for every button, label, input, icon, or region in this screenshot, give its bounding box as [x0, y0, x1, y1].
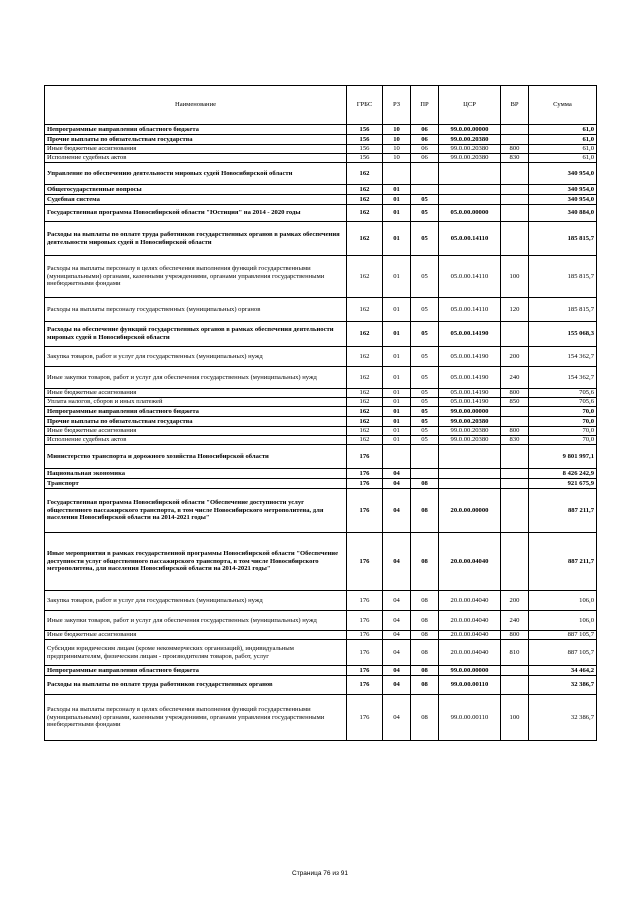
cell-grbs: 162	[347, 347, 383, 367]
cell-rz: 01	[383, 298, 411, 322]
table-row	[45, 367, 597, 389]
cell-pr: 05	[411, 322, 439, 347]
cell-sum: 887 211,7	[529, 489, 597, 533]
cell-sum: 705,6	[529, 389, 597, 398]
cell-vr: 120	[501, 298, 529, 322]
cell-rz: 04	[383, 631, 411, 640]
cell-name: Управление по обеспечению деятельности мировых судей Новосибирской области	[45, 163, 347, 185]
cell-rz: 01	[383, 205, 411, 222]
header-rz: РЗ	[383, 86, 411, 125]
cell-pr: 06	[411, 145, 439, 154]
budget-table	[44, 85, 597, 741]
cell-vr	[501, 469, 529, 479]
cell-name: Непрограммные направления областного бюджета	[45, 125, 347, 135]
cell-pr: 06	[411, 135, 439, 145]
cell-name: Прочие выплаты по обязательствам государства	[45, 135, 347, 145]
cell-pr: 05	[411, 298, 439, 322]
cell-grbs: 176	[347, 640, 383, 666]
cell-csr: 05.0.00.14190	[439, 322, 501, 347]
table-row	[45, 154, 597, 163]
table-row	[45, 389, 597, 398]
cell-rz: 01	[383, 407, 411, 417]
cell-grbs: 176	[347, 676, 383, 695]
cell-name: Расходы на выплаты по оплате труда работников государственных органов в рамках обеспечения деятельности мировых судей в Новосибирской области	[45, 222, 347, 256]
cell-rz: 04	[383, 640, 411, 666]
cell-grbs: 176	[347, 533, 383, 591]
cell-sum: 887 211,7	[529, 533, 597, 591]
cell-sum: 70,0	[529, 427, 597, 436]
cell-name: Расходы на выплаты персоналу государственных (муниципальных) органов	[45, 298, 347, 322]
cell-vr: 200	[501, 591, 529, 611]
cell-sum: 70,0	[529, 436, 597, 445]
cell-pr: 08	[411, 666, 439, 676]
table-row	[45, 489, 597, 533]
cell-vr	[501, 666, 529, 676]
cell-pr: 05	[411, 205, 439, 222]
cell-vr	[501, 322, 529, 347]
cell-csr: 20.0.00.04040	[439, 631, 501, 640]
table-row	[45, 533, 597, 591]
cell-rz: 01	[383, 185, 411, 195]
cell-vr: 800	[501, 389, 529, 398]
cell-name: Государственная программа Новосибирской области "Юстиция" на 2014 - 2020 годы	[45, 205, 347, 222]
cell-grbs: 156	[347, 154, 383, 163]
table-row	[45, 611, 597, 631]
cell-csr: 20.0.00.04040	[439, 591, 501, 611]
cell-vr	[501, 125, 529, 135]
cell-rz: 04	[383, 666, 411, 676]
cell-sum: 32 386,7	[529, 695, 597, 741]
cell-csr: 99.0.00.20380	[439, 154, 501, 163]
table-row	[45, 398, 597, 407]
cell-csr: 99.0.00.20380	[439, 135, 501, 145]
table-row	[45, 666, 597, 676]
cell-rz: 01	[383, 256, 411, 298]
cell-csr	[439, 479, 501, 489]
cell-name: Непрограммные направления областного бюджета	[45, 666, 347, 676]
cell-vr	[501, 407, 529, 417]
cell-name: Расходы на выплаты персоналу в целях обеспечения выполнения функций государственными (муниципальными) органами, казенными учреждениями, органами управления государственными внебюджетными фондами	[45, 695, 347, 741]
cell-pr: 05	[411, 222, 439, 256]
cell-name: Иные мероприятия в рамках государственной программы Новосибирской области "Обеспечение доступности услуг общественного пассажирского транспорта, в том числе Новосибирского метрополитена, для населения Новосибирской области на 2014-2021 годы"	[45, 533, 347, 591]
cell-csr: 99.0.00.00000	[439, 125, 501, 135]
cell-rz: 01	[383, 222, 411, 256]
cell-grbs: 176	[347, 479, 383, 489]
cell-csr: 20.0.00.04040	[439, 640, 501, 666]
cell-vr: 800	[501, 631, 529, 640]
cell-csr: 99.0.00.00000	[439, 407, 501, 417]
cell-sum: 340 954,0	[529, 163, 597, 185]
table-row	[45, 469, 597, 479]
table-header-row	[45, 86, 597, 125]
cell-rz: 01	[383, 436, 411, 445]
cell-csr: 20.0.00.04040	[439, 611, 501, 631]
cell-csr: 05.0.00.14110	[439, 298, 501, 322]
cell-name: Транспорт	[45, 479, 347, 489]
cell-sum: 340 884,0	[529, 205, 597, 222]
cell-rz: 01	[383, 417, 411, 427]
table-row	[45, 322, 597, 347]
cell-name: Общегосударственные вопросы	[45, 185, 347, 195]
cell-csr: 99.0.00.00000	[439, 666, 501, 676]
cell-pr: 05	[411, 389, 439, 398]
cell-name: Расходы на обеспечение функций государственных органов в рамках обеспечения деятельности мировых судей в Новосибирской области	[45, 322, 347, 347]
cell-grbs: 176	[347, 445, 383, 469]
table-row	[45, 631, 597, 640]
cell-grbs: 162	[347, 407, 383, 417]
cell-vr: 800	[501, 427, 529, 436]
cell-grbs: 162	[347, 222, 383, 256]
cell-name: Министерство транспорта и дорожного хозяйства Новосибирской области	[45, 445, 347, 469]
cell-name: Национальная экономика	[45, 469, 347, 479]
cell-sum: 155 068,3	[529, 322, 597, 347]
cell-pr: 08	[411, 640, 439, 666]
cell-grbs: 176	[347, 489, 383, 533]
cell-rz: 10	[383, 154, 411, 163]
cell-name: Иные бюджетные ассигнования	[45, 427, 347, 436]
cell-pr: 06	[411, 125, 439, 135]
cell-sum: 185 815,7	[529, 298, 597, 322]
table-row	[45, 298, 597, 322]
cell-name: Расходы на выплаты персоналу в целях обеспечения выполнения функций государственными (муниципальными) органами, казенными учреждениями, органами управления государственными внебюджетными фондами	[45, 256, 347, 298]
table-row	[45, 185, 597, 195]
table-row	[45, 205, 597, 222]
table-row	[45, 163, 597, 185]
cell-sum: 61,0	[529, 154, 597, 163]
cell-vr: 850	[501, 398, 529, 407]
table-row	[45, 135, 597, 145]
cell-grbs: 156	[347, 125, 383, 135]
table-row	[45, 591, 597, 611]
cell-grbs: 162	[347, 367, 383, 389]
cell-name: Иные бюджетные ассигнования	[45, 145, 347, 154]
table-row	[45, 256, 597, 298]
cell-grbs: 156	[347, 145, 383, 154]
cell-csr: 20.0.00.00000	[439, 489, 501, 533]
cell-grbs: 176	[347, 591, 383, 611]
cell-sum: 106,0	[529, 591, 597, 611]
page-footer: Страница 76 из 91	[292, 870, 348, 877]
cell-name: Исполнение судебных актов	[45, 154, 347, 163]
cell-rz: 10	[383, 125, 411, 135]
cell-vr	[501, 479, 529, 489]
cell-grbs: 176	[347, 695, 383, 741]
cell-grbs: 162	[347, 417, 383, 427]
table-row	[45, 695, 597, 741]
cell-name: Уплата налогов, сборов и иных платежей	[45, 398, 347, 407]
cell-sum: 887 105,7	[529, 640, 597, 666]
cell-sum: 154 362,7	[529, 347, 597, 367]
cell-pr	[411, 163, 439, 185]
cell-pr: 08	[411, 695, 439, 741]
cell-vr	[501, 163, 529, 185]
cell-csr: 99.0.00.00110	[439, 695, 501, 741]
cell-vr	[501, 533, 529, 591]
cell-pr: 08	[411, 676, 439, 695]
cell-csr	[439, 469, 501, 479]
cell-grbs: 162	[347, 389, 383, 398]
cell-csr: 05.0.00.00000	[439, 205, 501, 222]
cell-pr: 05	[411, 407, 439, 417]
cell-grbs: 162	[347, 298, 383, 322]
cell-grbs: 156	[347, 135, 383, 145]
cell-name: Иные закупки товаров, работ и услуг для обеспечения государственных (муниципальных) нужд	[45, 611, 347, 631]
cell-name: Расходы на выплаты по оплате труда работников государственных органов	[45, 676, 347, 695]
cell-name: Иные бюджетные ассигнования	[45, 631, 347, 640]
cell-grbs: 162	[347, 398, 383, 407]
table-row	[45, 125, 597, 135]
cell-name: Государственная программа Новосибирской области "Обеспечение доступности услуг общественного пассажирского транспорта, в том числе Новосибирского метрополитена, для населения Новосибирской области на 2014-2021 годы"	[45, 489, 347, 533]
cell-rz: 04	[383, 469, 411, 479]
cell-vr: 100	[501, 695, 529, 741]
cell-pr	[411, 469, 439, 479]
cell-name: Непрограммные направления областного бюджета	[45, 407, 347, 417]
cell-grbs: 176	[347, 666, 383, 676]
cell-vr: 830	[501, 436, 529, 445]
cell-rz: 04	[383, 611, 411, 631]
cell-csr: 99.0.00.20380	[439, 436, 501, 445]
cell-vr	[501, 417, 529, 427]
cell-rz: 01	[383, 398, 411, 407]
cell-sum: 8 426 242,9	[529, 469, 597, 479]
cell-sum: 9 801 997,1	[529, 445, 597, 469]
cell-vr: 240	[501, 611, 529, 631]
cell-sum: 106,0	[529, 611, 597, 631]
cell-rz	[383, 445, 411, 469]
cell-grbs: 162	[347, 436, 383, 445]
cell-vr: 830	[501, 154, 529, 163]
cell-csr: 05.0.00.14110	[439, 222, 501, 256]
table-row	[45, 640, 597, 666]
cell-vr	[501, 205, 529, 222]
table-row	[45, 676, 597, 695]
cell-vr	[501, 445, 529, 469]
cell-sum: 70,0	[529, 417, 597, 427]
cell-grbs: 162	[347, 195, 383, 205]
cell-grbs: 162	[347, 322, 383, 347]
cell-rz: 04	[383, 479, 411, 489]
cell-csr: 05.0.00.14190	[439, 347, 501, 367]
cell-rz: 01	[383, 367, 411, 389]
cell-rz: 04	[383, 533, 411, 591]
cell-sum: 61,0	[529, 135, 597, 145]
cell-sum: 32 386,7	[529, 676, 597, 695]
cell-rz: 10	[383, 145, 411, 154]
cell-rz	[383, 163, 411, 185]
table-row	[45, 222, 597, 256]
cell-csr	[439, 163, 501, 185]
cell-csr: 05.0.00.14190	[439, 398, 501, 407]
cell-vr: 240	[501, 367, 529, 389]
cell-grbs: 176	[347, 631, 383, 640]
cell-pr: 08	[411, 533, 439, 591]
cell-vr	[501, 195, 529, 205]
cell-pr: 05	[411, 367, 439, 389]
cell-pr: 05	[411, 195, 439, 205]
header-name: Наименование	[45, 86, 347, 125]
cell-pr: 08	[411, 489, 439, 533]
table-row	[45, 445, 597, 469]
cell-vr: 200	[501, 347, 529, 367]
cell-csr: 99.0.00.00110	[439, 676, 501, 695]
cell-rz: 01	[383, 427, 411, 436]
cell-grbs: 176	[347, 611, 383, 631]
table-row	[45, 195, 597, 205]
cell-sum: 61,0	[529, 145, 597, 154]
cell-csr: 99.0.00.20380	[439, 145, 501, 154]
cell-csr	[439, 185, 501, 195]
cell-name: Исполнение судебных актов	[45, 436, 347, 445]
cell-rz: 01	[383, 322, 411, 347]
header-grbs: ГРБС	[347, 86, 383, 125]
table-row	[45, 407, 597, 417]
cell-pr: 05	[411, 436, 439, 445]
cell-rz: 04	[383, 676, 411, 695]
cell-name: Субсидии юридическим лицам (кроме некоммерческих организаций), индивидуальным предпринимателям, физическим лицам - производителям товаров, работ, услуг	[45, 640, 347, 666]
cell-sum: 34 464,2	[529, 666, 597, 676]
cell-csr: 05.0.00.14190	[439, 389, 501, 398]
header-vr: ВР	[501, 86, 529, 125]
cell-sum: 705,6	[529, 398, 597, 407]
cell-rz: 10	[383, 135, 411, 145]
cell-grbs: 162	[347, 163, 383, 185]
cell-pr: 05	[411, 256, 439, 298]
cell-name: Иные бюджетные ассигнования	[45, 389, 347, 398]
table-row	[45, 145, 597, 154]
cell-csr: 99.0.00.20380	[439, 427, 501, 436]
cell-name: Прочие выплаты по обязательствам государства	[45, 417, 347, 427]
cell-name: Закупка товаров, работ и услуг для государственных (муниципальных) нужд	[45, 591, 347, 611]
table-row	[45, 417, 597, 427]
cell-rz: 01	[383, 347, 411, 367]
cell-pr	[411, 185, 439, 195]
cell-name: Закупка товаров, работ и услуг для государственных (муниципальных) нужд	[45, 347, 347, 367]
table-row	[45, 479, 597, 489]
cell-csr: 20.0.00.04040	[439, 533, 501, 591]
cell-csr: 05.0.00.14110	[439, 256, 501, 298]
cell-sum: 887 105,7	[529, 631, 597, 640]
cell-csr: 05.0.00.14190	[439, 367, 501, 389]
cell-rz: 01	[383, 195, 411, 205]
cell-sum: 185 815,7	[529, 222, 597, 256]
cell-vr: 810	[501, 640, 529, 666]
cell-vr	[501, 222, 529, 256]
cell-grbs: 176	[347, 469, 383, 479]
cell-grbs: 162	[347, 185, 383, 195]
cell-vr	[501, 676, 529, 695]
cell-vr	[501, 185, 529, 195]
cell-vr	[501, 489, 529, 533]
cell-vr	[501, 135, 529, 145]
cell-csr: 99.0.00.20380	[439, 417, 501, 427]
cell-rz: 04	[383, 591, 411, 611]
cell-sum: 921 675,9	[529, 479, 597, 489]
header-pr: ПР	[411, 86, 439, 125]
cell-sum: 340 954,0	[529, 195, 597, 205]
cell-sum: 70,0	[529, 407, 597, 417]
cell-csr	[439, 445, 501, 469]
cell-vr: 100	[501, 256, 529, 298]
cell-pr: 05	[411, 417, 439, 427]
header-sum: Сумма	[529, 86, 597, 125]
cell-pr: 08	[411, 631, 439, 640]
cell-pr: 08	[411, 479, 439, 489]
cell-vr: 800	[501, 145, 529, 154]
table-row	[45, 427, 597, 436]
table-row	[45, 436, 597, 445]
cell-grbs: 162	[347, 205, 383, 222]
cell-pr: 08	[411, 611, 439, 631]
cell-name: Иные закупки товаров, работ и услуг для обеспечения государственных (муниципальных) нужд	[45, 367, 347, 389]
cell-pr: 05	[411, 427, 439, 436]
cell-sum: 154 362,7	[529, 367, 597, 389]
header-csr: ЦСР	[439, 86, 501, 125]
table-row	[45, 347, 597, 367]
cell-rz: 04	[383, 489, 411, 533]
cell-pr	[411, 445, 439, 469]
cell-rz: 04	[383, 695, 411, 741]
cell-grbs: 162	[347, 427, 383, 436]
cell-rz: 01	[383, 389, 411, 398]
cell-pr: 05	[411, 398, 439, 407]
table-body	[45, 125, 597, 741]
cell-pr: 08	[411, 591, 439, 611]
cell-csr	[439, 195, 501, 205]
cell-pr: 05	[411, 347, 439, 367]
cell-name: Судебная система	[45, 195, 347, 205]
cell-pr: 06	[411, 154, 439, 163]
cell-sum: 340 954,0	[529, 185, 597, 195]
cell-sum: 61,0	[529, 125, 597, 135]
cell-sum: 185 815,7	[529, 256, 597, 298]
cell-grbs: 162	[347, 256, 383, 298]
